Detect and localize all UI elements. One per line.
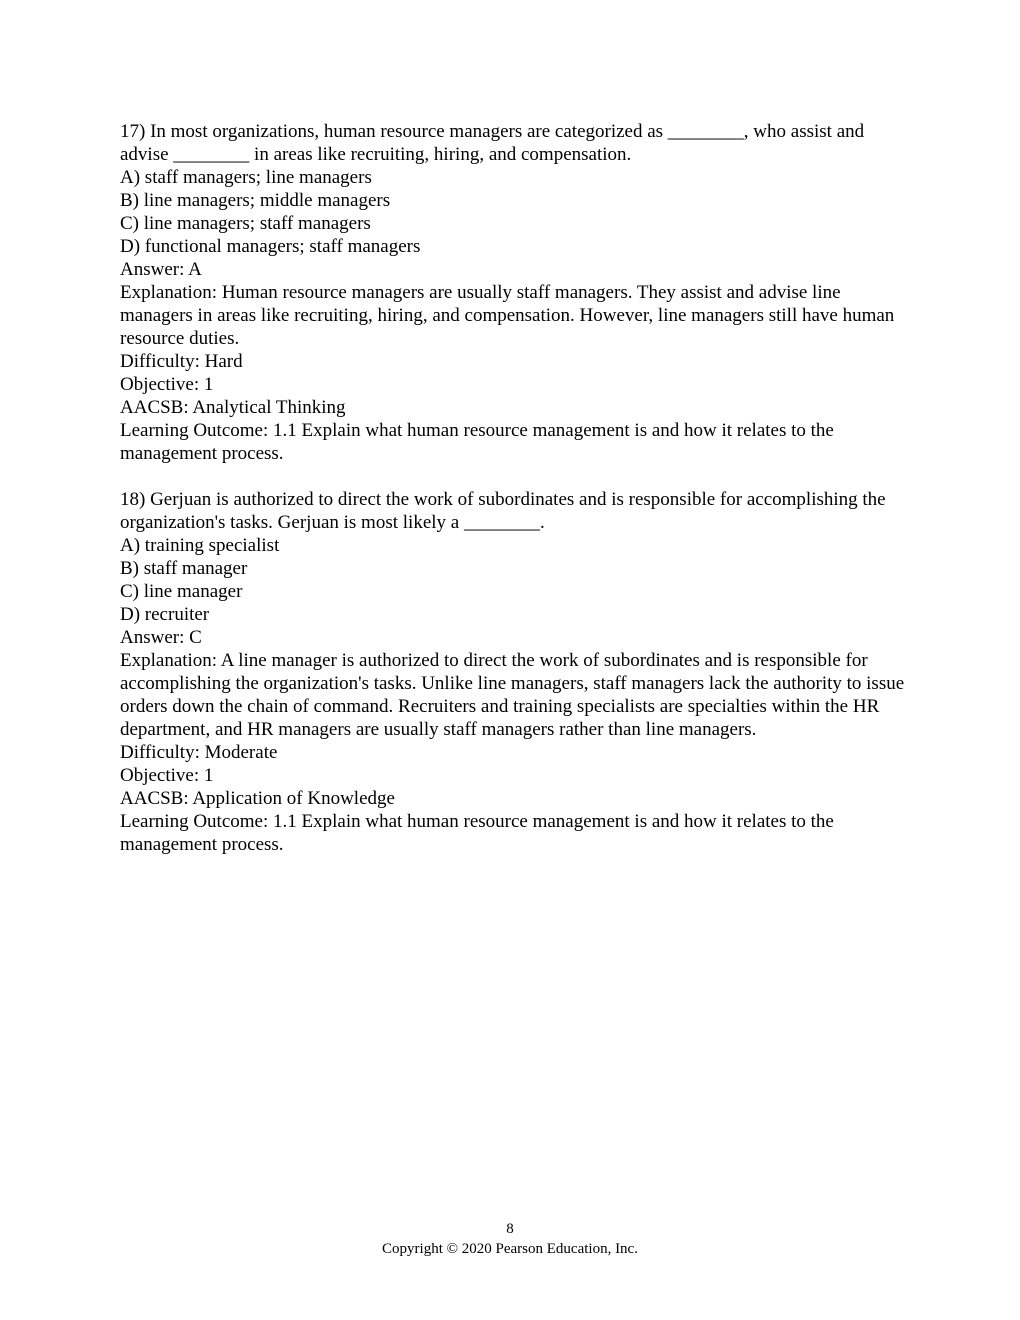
option-c: C) line managers; staff managers: [120, 213, 371, 234]
option-c: C) line manager: [120, 581, 243, 602]
question-18: [120, 488, 910, 856]
answer: Answer: A: [120, 259, 202, 280]
option-b: B) line managers; middle managers: [120, 190, 391, 211]
aacsb: AACSB: Application of Knowledge: [120, 788, 395, 809]
page-number: 8: [506, 1221, 514, 1237]
page-content: [120, 120, 910, 879]
learning-outcome: Learning Outcome: 1.1 Explain what human resource management is and how it relates to the management process.: [120, 811, 834, 855]
option-a: A) training specialist: [120, 535, 280, 556]
explanation: Explanation: A line manager is authorized to direct the work of subordinates and is responsible for accomplishing the organization's tasks. Unlike line managers, staff managers lack the authority to issue orders down the chain of command. Recruiters and training specialists are specialties within the HR department, and HR managers are usually staff managers rather than line managers.: [120, 650, 905, 740]
question-17: [120, 120, 910, 465]
question-stem: 17) In most organizations, human resource managers are categorized as ________, who assist and advise ________ in areas like recruiting, hiring, and compensation.: [120, 121, 865, 165]
option-d: D) functional managers; staff managers: [120, 236, 421, 257]
explanation: Explanation: Human resource managers are usually staff managers. They assist and advise line managers in areas like recruiting, hiring, and compensation. However, line managers still have human resource duties.: [120, 282, 895, 349]
difficulty: Difficulty: Hard: [120, 351, 243, 372]
aacsb: AACSB: Analytical Thinking: [120, 397, 346, 418]
answer: Answer: C: [120, 627, 202, 648]
question-stem: 18) Gerjuan is authorized to direct the work of subordinates and is responsible for accomplishing the organization's tasks. Gerjuan is most likely a ________.: [120, 489, 886, 533]
objective: Objective: 1: [120, 374, 214, 395]
objective: Objective: 1: [120, 765, 214, 786]
difficulty: Difficulty: Moderate: [120, 742, 278, 763]
option-d: D) recruiter: [120, 604, 210, 625]
learning-outcome: Learning Outcome: 1.1 Explain what human resource management is and how it relates to the management process.: [120, 420, 834, 464]
option-b: B) staff manager: [120, 558, 248, 579]
option-a: A) staff managers; line managers: [120, 167, 372, 188]
copyright-notice: Copyright © 2020 Pearson Education, Inc.: [382, 1241, 638, 1257]
